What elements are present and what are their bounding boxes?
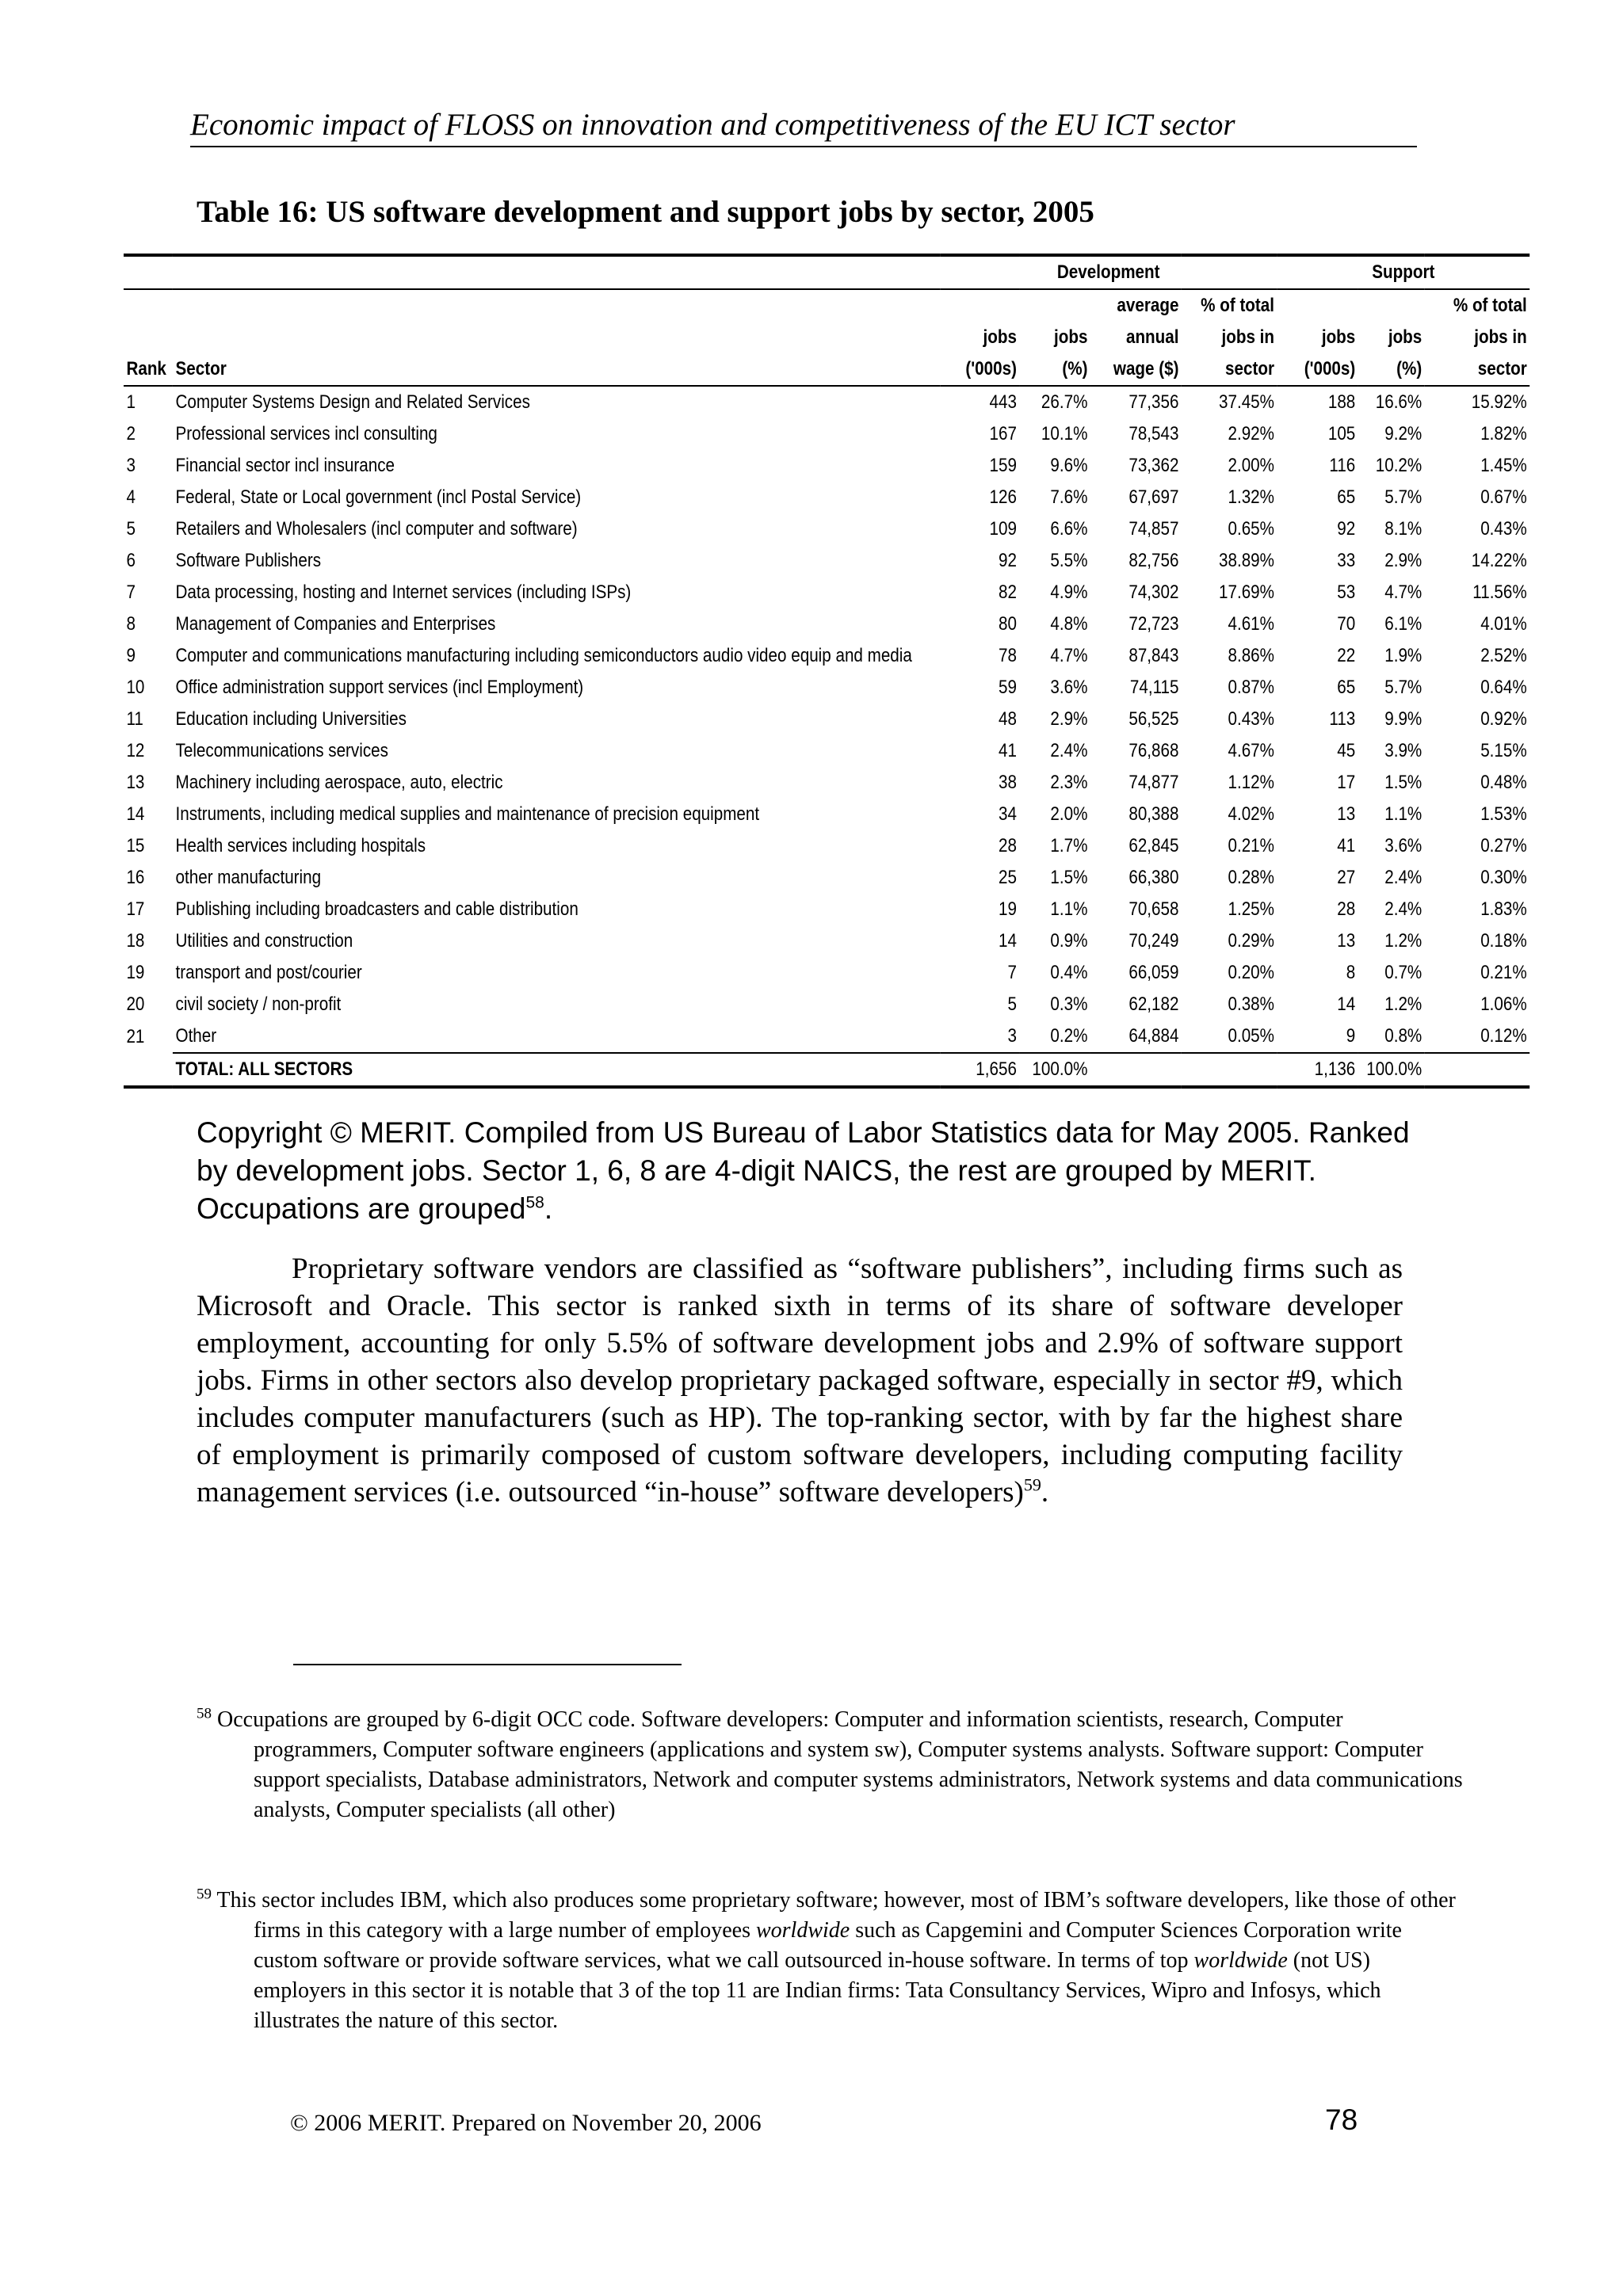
cell-sup-pct: 4.7% [1384, 582, 1423, 603]
source-note-end: . [544, 1192, 553, 1225]
table-row [124, 989, 1529, 1020]
cell-sup-share: 0.92% [1480, 708, 1527, 730]
cell-dev-jobs: 34 [998, 803, 1017, 825]
footnote-text-c: (not US) employers in this sector it is notable that 3 of the top 11 are Indian firms: Tata Consultancy Services, Wipro and Infosys, which illustrates the nature of this sector. [254, 1948, 1381, 2033]
cell-dev-pct: 9.6% [1050, 455, 1088, 476]
cell-dev-pct: 3.6% [1050, 677, 1088, 698]
table-row [124, 482, 1529, 513]
footnote-ref-59[interactable]: 59 [1023, 1474, 1041, 1495]
cell-dev-share: 0.05% [1228, 1025, 1275, 1047]
cell-sup-pct: 1.5% [1384, 772, 1423, 793]
table-row [124, 799, 1529, 830]
cell-sup-share: 1.83% [1480, 898, 1527, 920]
cell-dev-share: 4.67% [1228, 740, 1275, 761]
cell-dev-share: 0.38% [1228, 994, 1275, 1015]
cell-dev-share: 38.89% [1219, 550, 1275, 571]
cell-wage: 72,723 [1128, 613, 1179, 635]
cell-sup-share: 1.82% [1480, 423, 1527, 444]
cell-wage: 74,115 [1129, 677, 1179, 698]
cell-sup-jobs: 116 [1329, 455, 1356, 476]
cell-sup-share: 0.18% [1480, 930, 1527, 952]
cell-sector: transport and post/courier [175, 962, 362, 983]
cell-sector: Retailers and Wholesalers (incl computer and software) [175, 518, 578, 540]
paragraph-end: . [1041, 1476, 1049, 1508]
header-sup-share-1: % of total [1453, 295, 1527, 316]
cell-sector: Telecommunications services [175, 740, 388, 761]
table-caption: Table 16: US software development and support jobs by sector, 2005 [197, 195, 1094, 229]
cell-dev-jobs: 7 [1007, 962, 1017, 983]
cell-wage: 64,884 [1128, 1025, 1179, 1047]
cell-dev-pct: 0.2% [1050, 1025, 1088, 1047]
total-dev-pct: 100.0% [1019, 1053, 1090, 1087]
table-row [124, 862, 1529, 894]
cell-dev-pct: 7.6% [1050, 486, 1088, 508]
cell-wage: 80,388 [1128, 803, 1179, 825]
cell-dev-pct: 2.3% [1050, 772, 1088, 793]
cell-sup-pct: 0.7% [1384, 962, 1423, 983]
cell-sup-share: 0.48% [1480, 772, 1527, 793]
footnote-number: 58 [197, 1705, 212, 1722]
cell-dev-jobs: 92 [998, 550, 1017, 571]
cell-wage: 74,857 [1128, 518, 1179, 540]
cell-sector: Publishing including broadcasters and cable distribution [175, 898, 579, 920]
header-sector: Sector [173, 353, 940, 386]
cell-sector: Management of Companies and Enterprises [175, 613, 496, 635]
cell-sup-share: 0.64% [1480, 677, 1527, 698]
cell-dev-share: 37.45% [1219, 391, 1275, 413]
cell-sup-pct: 2.4% [1384, 898, 1423, 920]
cell-dev-jobs: 159 [989, 455, 1017, 476]
cell-dev-pct: 0.3% [1050, 994, 1088, 1015]
table-row [124, 704, 1529, 735]
header-dev-share-1: % of total [1201, 295, 1275, 316]
table-row [124, 767, 1529, 799]
jobs-table [124, 254, 1529, 1089]
footnote-number: 59 [197, 1886, 212, 1903]
cell-sector: Health services including hospitals [175, 835, 426, 856]
cell-sup-jobs: 45 [1337, 740, 1356, 761]
cell-wage: 66,380 [1128, 867, 1179, 888]
table-source-note [197, 1114, 1433, 1228]
table-row [124, 894, 1529, 925]
footnote-text-b: such as Capgemini and Computer Sciences Corporation write custom software or provide software services, what we call outsourced in-house software. In terms of top [254, 1918, 1402, 1973]
cell-rank: 4 [126, 486, 136, 508]
cell-sup-pct: 2.4% [1384, 867, 1423, 888]
cell-dev-jobs: 80 [998, 613, 1017, 635]
header-row-3 [124, 353, 1529, 386]
cell-dev-share: 4.61% [1228, 613, 1275, 635]
cell-wage: 74,877 [1128, 772, 1179, 793]
cell-dev-pct: 4.9% [1050, 582, 1088, 603]
footnote-58 [197, 1705, 1466, 1825]
cell-dev-jobs: 82 [998, 582, 1017, 603]
cell-rank: 2 [126, 423, 136, 444]
cell-sup-share: 1.06% [1480, 994, 1527, 1015]
cell-dev-jobs: 28 [998, 835, 1017, 856]
cell-dev-share: 17.69% [1219, 582, 1275, 603]
cell-wage: 66,059 [1128, 962, 1179, 983]
cell-dev-pct: 26.7% [1041, 391, 1088, 413]
cell-rank: 19 [126, 962, 145, 983]
cell-sup-share: 2.52% [1480, 645, 1527, 666]
cell-dev-pct: 2.0% [1050, 803, 1088, 825]
header-sup-pct-2: (%) [1358, 353, 1425, 386]
cell-sector: Computer and communications manufacturing including semiconductors audio video equip and media [175, 645, 912, 666]
cell-dev-jobs: 25 [998, 867, 1017, 888]
header-dev-jobs-2: ('000s) [940, 353, 1019, 386]
header-sup-jobs-2: ('000s) [1277, 353, 1358, 386]
cell-dev-jobs: 443 [989, 391, 1017, 413]
cell-sector: Utilities and construction [175, 930, 353, 952]
footnote-text: Occupations are grouped by 6-digit OCC code. Software developers: Computer and information scientists, research, Computer programmers, Computer software engineers (applications and system sw), Computer systems analysts. Software support: Computer support specialists, Database administrators, Network and computer systems administrators, Network systems and data communications analysts, Computer specialists (all other) [217, 1707, 1463, 1822]
cell-sup-share: 1.45% [1480, 455, 1527, 476]
cell-sup-share: 15.92% [1471, 391, 1527, 413]
cell-sup-jobs: 65 [1337, 486, 1356, 508]
cell-sup-pct: 1.2% [1384, 994, 1423, 1015]
cell-dev-pct: 5.5% [1050, 550, 1088, 571]
cell-dev-share: 0.43% [1228, 708, 1275, 730]
cell-rank: 3 [126, 455, 136, 476]
group-development: Development [940, 255, 1277, 289]
cell-sup-pct: 8.1% [1384, 518, 1423, 540]
cell-rank: 1 [126, 391, 136, 413]
cell-sector: Software Publishers [175, 550, 322, 571]
total-dev-jobs: 1,656 [940, 1053, 1019, 1087]
cell-sup-jobs: 27 [1337, 867, 1356, 888]
table-row [124, 640, 1529, 672]
cell-sup-jobs: 53 [1337, 582, 1356, 603]
cell-sup-share: 0.43% [1480, 518, 1527, 540]
cell-wage: 74,302 [1128, 582, 1179, 603]
cell-dev-share: 4.02% [1228, 803, 1275, 825]
cell-dev-pct: 0.4% [1050, 962, 1088, 983]
cell-dev-jobs: 167 [989, 423, 1017, 444]
cell-sup-jobs: 65 [1337, 677, 1356, 698]
header-rank: Rank [124, 353, 173, 386]
running-header: Economic impact of FLOSS on innovation and competitiveness of the EU ICT sector [190, 106, 1417, 147]
cell-wage: 78,543 [1128, 423, 1179, 444]
cell-dev-pct: 10.1% [1041, 423, 1088, 444]
footnote-emphasis: worldwide [755, 1918, 850, 1943]
cell-sup-jobs: 9 [1346, 1025, 1356, 1047]
total-sup-jobs: 1,136 [1277, 1053, 1358, 1087]
cell-sector: Financial sector incl insurance [175, 455, 395, 476]
cell-sup-jobs: 22 [1337, 645, 1356, 666]
cell-wage: 56,525 [1128, 708, 1179, 730]
cell-rank: 18 [126, 930, 145, 952]
cell-rank: 16 [126, 867, 145, 888]
table-row [124, 735, 1529, 767]
footnote-59 [197, 1886, 1466, 2036]
cell-sup-jobs: 92 [1337, 518, 1356, 540]
cell-sup-pct: 16.6% [1375, 391, 1423, 413]
cell-sector: Professional services incl consulting [175, 423, 437, 444]
cell-rank: 20 [126, 994, 145, 1015]
cell-rank: 7 [126, 582, 136, 603]
header-sup-share-3: sector [1425, 353, 1529, 386]
cell-wage: 62,182 [1128, 994, 1179, 1015]
header-dev-wage-2: annual [1125, 326, 1179, 348]
footnote-text-a: This sector includes IBM, which also produces some proprietary software; however, most of IBM’s software developers, like those of other firms in this category with a large number of employees [216, 1888, 1456, 1943]
cell-rank: 8 [126, 613, 136, 635]
cell-dev-share: 1.25% [1228, 898, 1275, 920]
header-sup-jobs-1: jobs [1321, 326, 1356, 348]
cell-wage: 87,843 [1128, 645, 1179, 666]
total-label: TOTAL: ALL SECTORS [173, 1053, 940, 1087]
cell-sup-share: 0.27% [1480, 835, 1527, 856]
cell-sector: Instruments, including medical supplies and maintenance of precision equipment [175, 803, 760, 825]
cell-sector: other manufacturing [175, 867, 322, 888]
cell-sector: Other [175, 1025, 217, 1047]
cell-rank: 21 [126, 1025, 145, 1047]
cell-sup-share: 0.12% [1480, 1025, 1527, 1047]
cell-dev-share: 0.87% [1228, 677, 1275, 698]
cell-dev-pct: 2.9% [1050, 708, 1088, 730]
cell-sector: Federal, State or Local government (incl Postal Service) [175, 486, 582, 508]
cell-dev-pct: 4.7% [1050, 645, 1088, 666]
cell-sup-jobs: 41 [1337, 835, 1356, 856]
table-body [124, 386, 1529, 1087]
cell-dev-jobs: 109 [989, 518, 1017, 540]
cell-wage: 76,868 [1128, 740, 1179, 761]
cell-sup-pct: 9.9% [1384, 708, 1423, 730]
header-dev-jobs-1: jobs [983, 326, 1017, 348]
cell-sup-pct: 5.7% [1384, 486, 1423, 508]
cell-sector: Office administration support services (incl Employment) [175, 677, 584, 698]
cell-sup-share: 5.15% [1480, 740, 1527, 761]
cell-sup-pct: 1.9% [1384, 645, 1423, 666]
cell-sector: Data processing, hosting and Internet services (including ISPs) [175, 582, 632, 603]
header-sup-pct-1: jobs [1388, 326, 1423, 348]
cell-rank: 17 [126, 898, 145, 920]
table-row [124, 608, 1529, 640]
group-header-row [124, 255, 1529, 289]
cell-sup-jobs: 105 [1327, 423, 1356, 444]
cell-sup-pct: 3.6% [1384, 835, 1423, 856]
cell-dev-pct: 1.1% [1050, 898, 1088, 920]
table-row [124, 672, 1529, 704]
table-row [124, 545, 1529, 577]
cell-rank: 5 [126, 518, 136, 540]
footnote-separator [293, 1664, 682, 1665]
group-support: Support [1277, 255, 1529, 289]
cell-dev-jobs: 48 [998, 708, 1017, 730]
cell-sup-share: 0.67% [1480, 486, 1527, 508]
cell-dev-pct: 0.9% [1050, 930, 1088, 952]
cell-sup-pct: 0.8% [1384, 1025, 1423, 1047]
cell-dev-share: 0.29% [1228, 930, 1275, 952]
cell-wage: 82,756 [1128, 550, 1179, 571]
cell-sector: Computer Systems Design and Related Services [175, 391, 530, 413]
cell-sup-jobs: 14 [1337, 994, 1356, 1015]
page-number: 78 [1325, 2103, 1358, 2136]
paragraph-text: Proprietary software vendors are classified as “software publishers”, including firms such as Microsoft and Oracle. This sector is ranked sixth in terms of its share of software developer employment, accounting for only 5.5% of software development jobs and 2.9% of software support jobs. Firms in other sectors also develop proprietary packaged software, especially in sector #9, which includes computer manufacturers (such as HP). The top-ranking sector, with by far the highest share of employment is primarily composed of custom software developers, including computing facility management services (i.e. outsourced “in-house” software developers) [197, 1253, 1403, 1508]
header-dev-share-3: sector [1182, 353, 1277, 386]
cell-rank: 6 [126, 550, 136, 571]
cell-sup-share: 11.56% [1472, 582, 1527, 603]
table-row [124, 957, 1529, 989]
cell-dev-share: 2.92% [1228, 423, 1275, 444]
header-row-2 [124, 322, 1529, 353]
body-paragraph [197, 1250, 1403, 1511]
cell-wage: 73,362 [1128, 455, 1179, 476]
cell-dev-pct: 2.4% [1050, 740, 1088, 761]
cell-dev-share: 0.20% [1228, 962, 1275, 983]
cell-sup-pct: 9.2% [1384, 423, 1423, 444]
cell-dev-jobs: 5 [1007, 994, 1017, 1015]
cell-sup-share: 4.01% [1480, 613, 1527, 635]
cell-rank: 12 [126, 740, 145, 761]
footnote-emphasis: worldwide [1193, 1948, 1288, 1973]
cell-rank: 14 [126, 803, 145, 825]
cell-dev-share: 2.00% [1228, 455, 1275, 476]
header-dev-share-2: jobs in [1221, 326, 1275, 348]
cell-rank: 11 [126, 708, 143, 730]
cell-sup-jobs: 113 [1329, 708, 1356, 730]
cell-sup-pct: 3.9% [1384, 740, 1423, 761]
cell-sector: civil society / non-profit [175, 994, 342, 1015]
cell-sector: Education including Universities [175, 708, 407, 730]
cell-sup-pct: 6.1% [1384, 613, 1423, 635]
cell-dev-share: 0.28% [1228, 867, 1275, 888]
header-sup-share-2: jobs in [1474, 326, 1527, 348]
cell-sup-jobs: 28 [1337, 898, 1356, 920]
cell-rank: 15 [126, 835, 145, 856]
cell-rank: 9 [126, 645, 136, 666]
cell-dev-jobs: 126 [989, 486, 1017, 508]
page-footer: © 2006 MERIT. Prepared on November 20, 2006 [290, 2110, 762, 2136]
cell-dev-pct: 4.8% [1050, 613, 1088, 635]
cell-sup-jobs: 13 [1337, 930, 1356, 952]
footnote-ref-58[interactable]: 58 [525, 1193, 544, 1212]
cell-dev-pct: 6.6% [1050, 518, 1088, 540]
total-row [124, 1053, 1529, 1087]
cell-dev-jobs: 38 [998, 772, 1017, 793]
cell-dev-share: 1.12% [1228, 772, 1275, 793]
table-row [124, 450, 1529, 482]
header-dev-pct-2: (%) [1019, 353, 1090, 386]
table-row [124, 830, 1529, 862]
header-row-1 [124, 289, 1529, 322]
cell-sector: Machinery including aerospace, auto, electric [175, 772, 503, 793]
header-dev-wage-1: average [1117, 295, 1179, 316]
cell-sup-share: 14.22% [1471, 550, 1527, 571]
cell-sup-pct: 5.7% [1384, 677, 1423, 698]
cell-sup-share: 0.30% [1480, 867, 1527, 888]
cell-dev-jobs: 41 [998, 740, 1017, 761]
table-row [124, 925, 1529, 957]
cell-sup-pct: 1.1% [1384, 803, 1423, 825]
cell-rank: 10 [126, 677, 145, 698]
total-sup-pct: 100.0% [1358, 1053, 1425, 1087]
cell-sup-share: 0.21% [1480, 962, 1527, 983]
table-row [124, 1020, 1529, 1053]
cell-dev-share: 8.86% [1228, 645, 1275, 666]
cell-sup-jobs: 188 [1327, 391, 1356, 413]
table-row [124, 513, 1529, 545]
cell-dev-share: 1.32% [1228, 486, 1275, 508]
cell-dev-pct: 1.7% [1050, 835, 1088, 856]
cell-dev-share: 0.21% [1228, 835, 1275, 856]
cell-wage: 62,845 [1128, 835, 1179, 856]
cell-sup-pct: 10.2% [1375, 455, 1423, 476]
cell-sup-jobs: 13 [1337, 803, 1356, 825]
cell-wage: 77,356 [1128, 391, 1179, 413]
cell-sup-jobs: 8 [1346, 962, 1356, 983]
cell-sup-pct: 1.2% [1384, 930, 1423, 952]
table-row [124, 418, 1529, 450]
source-note-text: Copyright © MERIT. Compiled from US Bureau of Labor Statistics data for May 2005. Ranked by development jobs. Sector 1, 6, 8 are 4-digit NAICS, the rest are grouped by MERIT. Occupations are grouped [197, 1116, 1410, 1225]
cell-sup-jobs: 33 [1337, 550, 1356, 571]
cell-sup-jobs: 17 [1337, 772, 1356, 793]
header-dev-wage-3: wage ($) [1090, 353, 1182, 386]
cell-dev-share: 0.65% [1228, 518, 1275, 540]
cell-wage: 67,697 [1128, 486, 1179, 508]
cell-dev-pct: 1.5% [1050, 867, 1088, 888]
cell-dev-jobs: 3 [1007, 1025, 1017, 1047]
cell-sup-jobs: 70 [1337, 613, 1356, 635]
cell-dev-jobs: 14 [998, 930, 1017, 952]
table-row [124, 577, 1529, 608]
cell-sup-pct: 2.9% [1384, 550, 1423, 571]
table-row [124, 386, 1529, 418]
cell-rank: 13 [126, 772, 145, 793]
cell-dev-jobs: 78 [998, 645, 1017, 666]
cell-dev-jobs: 19 [998, 898, 1017, 920]
header-dev-pct-1: jobs [1054, 326, 1088, 348]
cell-dev-jobs: 59 [998, 677, 1017, 698]
cell-wage: 70,658 [1128, 898, 1179, 920]
cell-sup-share: 1.53% [1480, 803, 1527, 825]
cell-wage: 70,249 [1128, 930, 1179, 952]
